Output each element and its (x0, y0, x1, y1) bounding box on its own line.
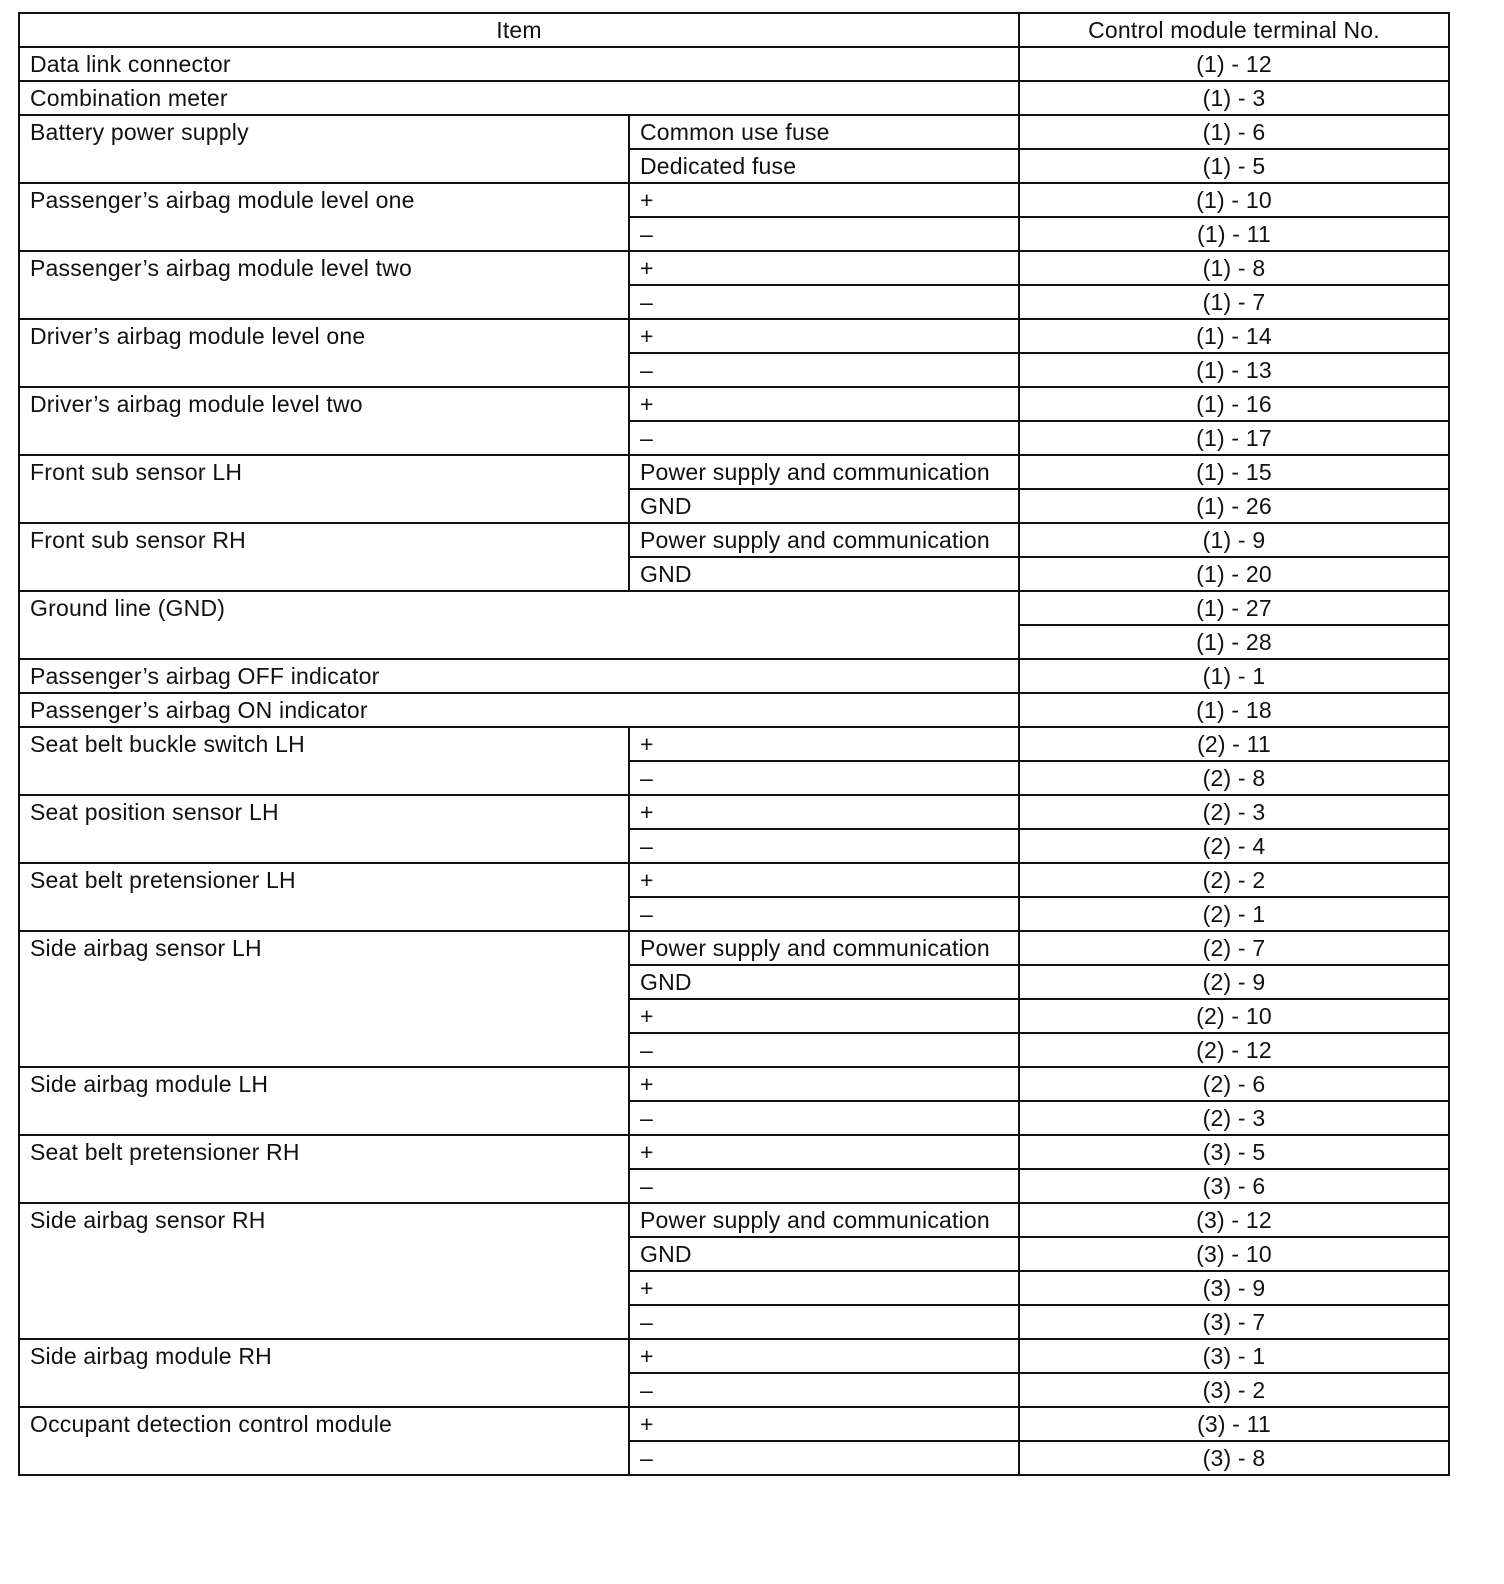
sub-item-cell: – (629, 1441, 1019, 1475)
item-cell: Front sub sensor LH (19, 455, 629, 523)
terminal-cell: (1) - 26 (1019, 489, 1449, 523)
terminal-cell: (1) - 8 (1019, 251, 1449, 285)
table-row (19, 81, 1449, 115)
table-row (19, 1135, 1449, 1169)
item-cell: Seat belt pretensioner LH (19, 863, 629, 931)
terminal-cell: (1) - 7 (1019, 285, 1449, 319)
sub-item-cell: – (629, 1101, 1019, 1135)
item-cell: Seat belt buckle switch LH (19, 727, 629, 795)
terminal-table-container (18, 12, 1450, 1476)
sub-item-cell: GND (629, 965, 1019, 999)
table-row (19, 319, 1449, 353)
terminal-cell: (1) - 10 (1019, 183, 1449, 217)
table-row (19, 795, 1449, 829)
sub-item-cell: – (629, 285, 1019, 319)
sub-item-cell: + (629, 183, 1019, 217)
sub-item-cell: GND (629, 1237, 1019, 1271)
terminal-cell: (3) - 2 (1019, 1373, 1449, 1407)
item-cell: Occupant detection control module (19, 1407, 629, 1475)
sub-item-cell: + (629, 1339, 1019, 1373)
sub-item-cell: Power supply and communication (629, 455, 1019, 489)
terminal-cell: (2) - 9 (1019, 965, 1449, 999)
terminal-cell: (3) - 7 (1019, 1305, 1449, 1339)
sub-item-cell: Dedicated fuse (629, 149, 1019, 183)
item-cell: Ground line (GND) (19, 591, 1019, 659)
table-row (19, 47, 1449, 81)
table-row (19, 115, 1449, 149)
terminal-cell: (2) - 1 (1019, 897, 1449, 931)
terminal-cell: (1) - 28 (1019, 625, 1449, 659)
table-row (19, 1203, 1449, 1237)
table-row (19, 863, 1449, 897)
sub-item-cell: – (629, 421, 1019, 455)
terminal-cell: (3) - 5 (1019, 1135, 1449, 1169)
terminal-cell: (2) - 8 (1019, 761, 1449, 795)
terminal-cell: (1) - 15 (1019, 455, 1449, 489)
sub-item-cell: + (629, 319, 1019, 353)
sub-item-cell: Power supply and communication (629, 931, 1019, 965)
item-cell: Side airbag sensor RH (19, 1203, 629, 1339)
table-row (19, 727, 1449, 761)
terminal-cell: (2) - 10 (1019, 999, 1449, 1033)
table-row (19, 659, 1449, 693)
sub-item-cell: Common use fuse (629, 115, 1019, 149)
item-cell: Driver’s airbag module level two (19, 387, 629, 455)
sub-item-cell: GND (629, 557, 1019, 591)
terminal-cell: (1) - 6 (1019, 115, 1449, 149)
item-cell: Front sub sensor RH (19, 523, 629, 591)
terminal-cell: (3) - 11 (1019, 1407, 1449, 1441)
sub-item-cell: – (629, 1305, 1019, 1339)
sub-item-cell: – (629, 353, 1019, 387)
terminal-cell: (1) - 17 (1019, 421, 1449, 455)
header-item: Item (19, 13, 1019, 47)
sub-item-cell: Power supply and communication (629, 523, 1019, 557)
item-cell: Seat belt pretensioner RH (19, 1135, 629, 1203)
terminal-cell: (2) - 6 (1019, 1067, 1449, 1101)
item-cell: Passenger’s airbag ON indicator (19, 693, 1019, 727)
table-row (19, 931, 1449, 965)
sub-item-cell: + (629, 863, 1019, 897)
item-cell: Side airbag module LH (19, 1067, 629, 1135)
terminal-cell: (3) - 6 (1019, 1169, 1449, 1203)
terminal-cell: (1) - 14 (1019, 319, 1449, 353)
sub-item-cell: + (629, 1135, 1019, 1169)
terminal-cell: (1) - 9 (1019, 523, 1449, 557)
table-row (19, 455, 1449, 489)
sub-item-cell: + (629, 727, 1019, 761)
sub-item-cell: – (629, 897, 1019, 931)
item-cell: Side airbag module RH (19, 1339, 629, 1407)
item-cell: Passenger’s airbag module level two (19, 251, 629, 319)
table-row (19, 1407, 1449, 1441)
terminal-cell: (1) - 27 (1019, 591, 1449, 625)
table-row (19, 1339, 1449, 1373)
sub-item-cell: – (629, 829, 1019, 863)
item-cell: Passenger’s airbag module level one (19, 183, 629, 251)
sub-item-cell: – (629, 217, 1019, 251)
terminal-cell: (2) - 3 (1019, 1101, 1449, 1135)
sub-item-cell: – (629, 761, 1019, 795)
terminal-cell: (3) - 8 (1019, 1441, 1449, 1475)
sub-item-cell: + (629, 251, 1019, 285)
table-row (19, 523, 1449, 557)
item-cell: Driver’s airbag module level one (19, 319, 629, 387)
sub-item-cell: + (629, 1407, 1019, 1441)
sub-item-cell: GND (629, 489, 1019, 523)
terminal-cell: (3) - 12 (1019, 1203, 1449, 1237)
terminal-cell: (2) - 12 (1019, 1033, 1449, 1067)
sub-item-cell: – (629, 1169, 1019, 1203)
terminal-cell: (1) - 3 (1019, 81, 1449, 115)
table-row (19, 251, 1449, 285)
table-header-row (19, 13, 1449, 47)
sub-item-cell: – (629, 1373, 1019, 1407)
sub-item-cell: + (629, 1067, 1019, 1101)
terminal-cell: (2) - 3 (1019, 795, 1449, 829)
terminal-cell: (1) - 12 (1019, 47, 1449, 81)
terminal-cell: (1) - 11 (1019, 217, 1449, 251)
table-body (19, 47, 1449, 1475)
terminal-cell: (1) - 20 (1019, 557, 1449, 591)
table-row (19, 591, 1449, 625)
terminal-cell: (1) - 18 (1019, 693, 1449, 727)
table-row (19, 387, 1449, 421)
item-cell: Side airbag sensor LH (19, 931, 629, 1067)
item-cell: Seat position sensor LH (19, 795, 629, 863)
table-row (19, 693, 1449, 727)
sub-item-cell: + (629, 795, 1019, 829)
sub-item-cell: + (629, 387, 1019, 421)
sub-item-cell: – (629, 1033, 1019, 1067)
terminal-cell: (2) - 11 (1019, 727, 1449, 761)
terminal-cell: (3) - 10 (1019, 1237, 1449, 1271)
sub-item-cell: + (629, 999, 1019, 1033)
terminal-cell: (3) - 1 (1019, 1339, 1449, 1373)
terminal-cell: (1) - 16 (1019, 387, 1449, 421)
header-terminal: Control module terminal No. (1019, 13, 1449, 47)
sub-item-cell: + (629, 1271, 1019, 1305)
terminal-cell: (1) - 13 (1019, 353, 1449, 387)
terminal-cell: (2) - 2 (1019, 863, 1449, 897)
item-cell: Battery power supply (19, 115, 629, 183)
terminal-cell: (1) - 5 (1019, 149, 1449, 183)
item-cell: Passenger’s airbag OFF indicator (19, 659, 1019, 693)
terminal-cell: (1) - 1 (1019, 659, 1449, 693)
terminal-cell: (2) - 7 (1019, 931, 1449, 965)
item-cell: Combination meter (19, 81, 1019, 115)
terminal-table (18, 12, 1450, 1476)
sub-item-cell: Power supply and communication (629, 1203, 1019, 1237)
item-cell: Data link connector (19, 47, 1019, 81)
table-row (19, 183, 1449, 217)
table-row (19, 1067, 1449, 1101)
terminal-cell: (2) - 4 (1019, 829, 1449, 863)
terminal-cell: (3) - 9 (1019, 1271, 1449, 1305)
